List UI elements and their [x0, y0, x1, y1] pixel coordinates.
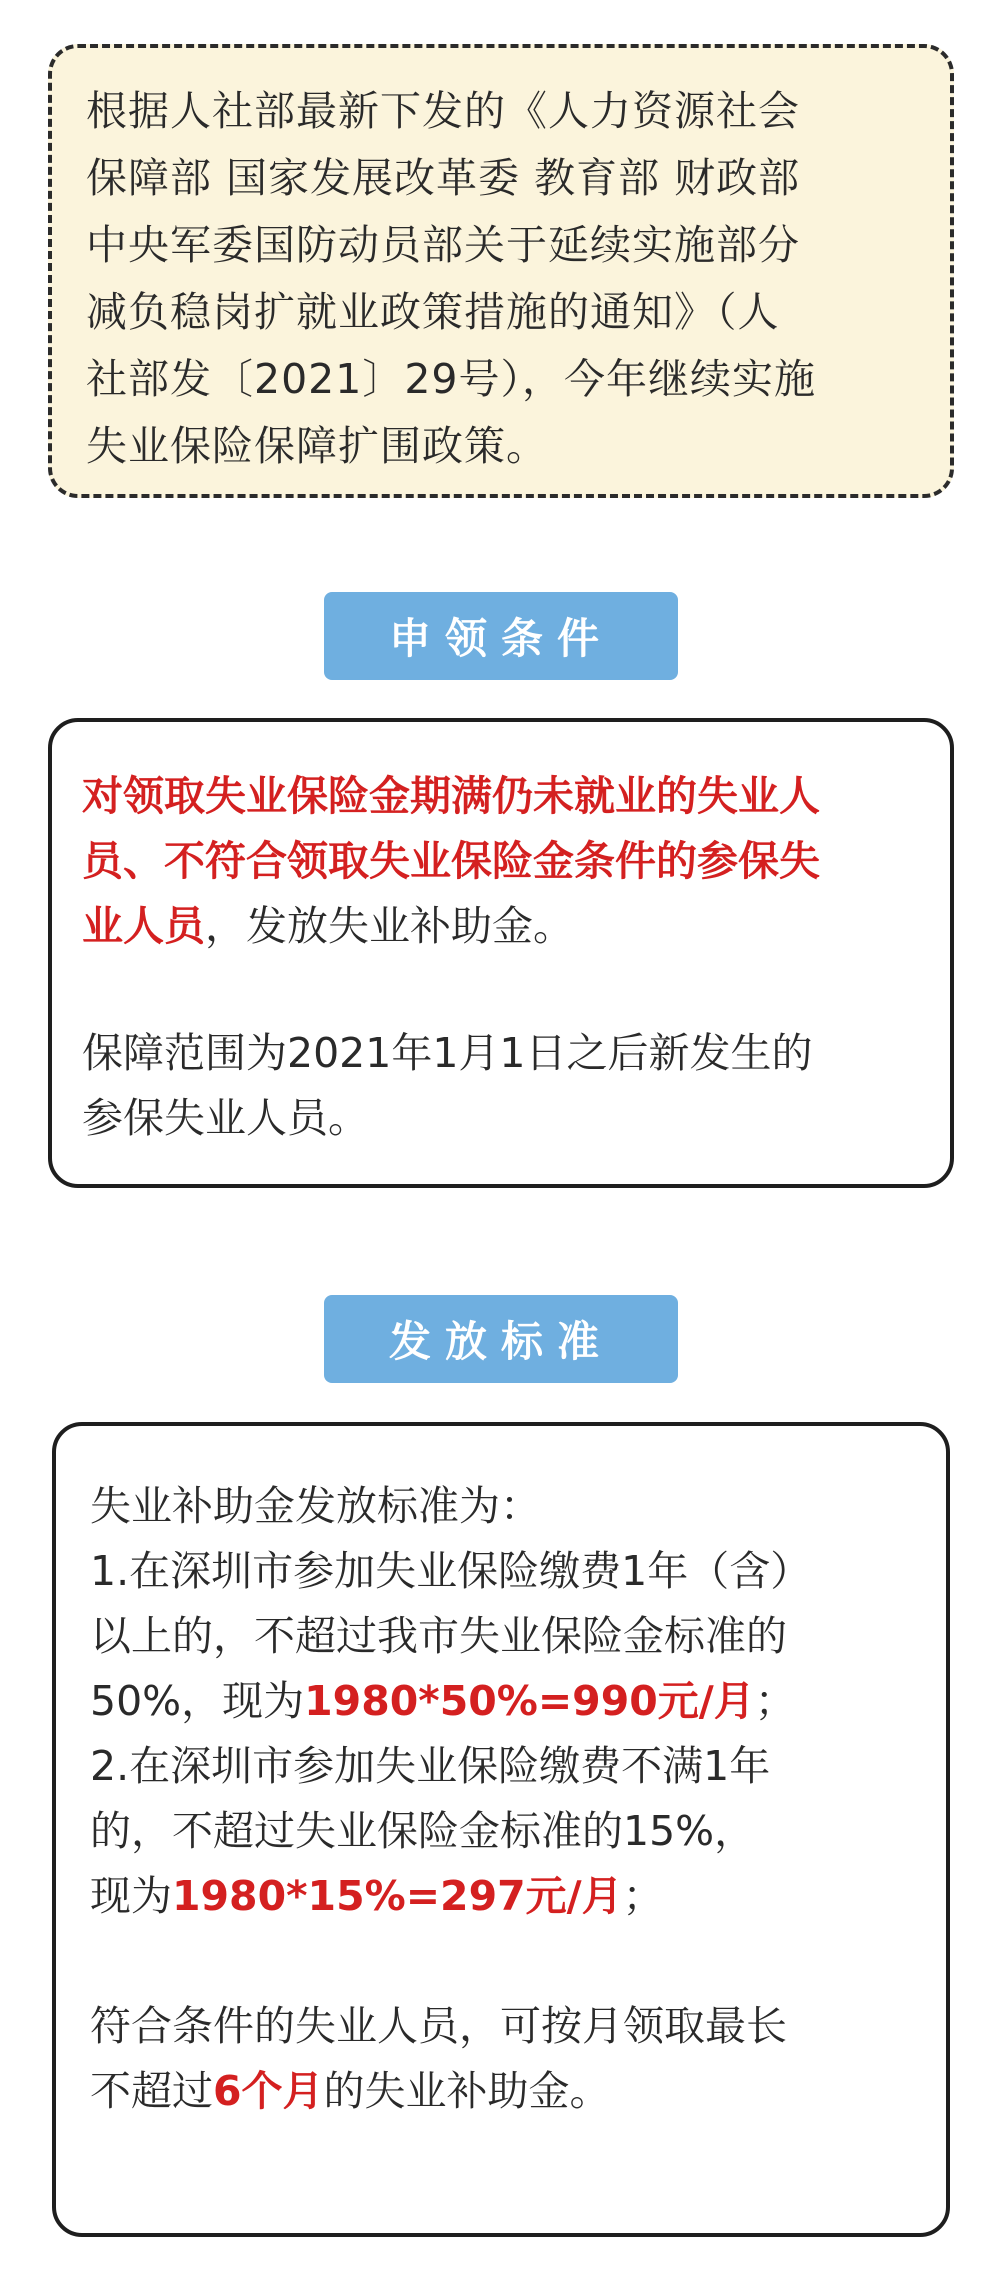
condition-line — [82, 764, 920, 829]
intro-line: 减负稳岗扩就业政策措施的通知》（人 — [86, 288, 780, 336]
section-title-payment-standard: 发放标准 — [324, 1295, 678, 1383]
standard-text: 50%，现为 — [90, 1677, 305, 1725]
standard-text: ； — [622, 1872, 664, 1920]
intro-line: 中央军委国防动员部关于延续实施部分 — [86, 221, 800, 269]
standard-line — [90, 2059, 914, 2124]
scope-line: 参保失业人员。 — [82, 1094, 369, 1142]
duration-highlight: 6个月 — [213, 2067, 324, 2115]
scope-line: 保障范围为2021年1月1日之后新发生的 — [82, 1029, 813, 1077]
standard-line: 的，不超过失业保险金标准的15%， — [90, 1807, 756, 1855]
standard-line: 2.在深圳市参加失业保险缴费不满1年 — [90, 1742, 771, 1790]
condition-highlight: 员、不符合领取失业保险金条件的参保失 — [82, 837, 820, 885]
standard-amount-highlight: 1980*50%=990元/月 — [304, 1677, 755, 1725]
payment-standard-card — [52, 1422, 950, 2237]
standard-amount-highlight: 1980*15%=297元/月 — [172, 1872, 623, 1920]
standard-line: 符合条件的失业人员，可按月领取最长 — [90, 2002, 787, 2050]
intro-line: 社部发〔2021〕29号），今年继续实施 — [86, 355, 817, 403]
standard-line: 失业补助金发放标准为： — [90, 1482, 541, 1530]
standard-line: 1.在深圳市参加失业保险缴费1年（含） — [90, 1547, 812, 1595]
standard-text: ； — [754, 1677, 796, 1725]
standard-text: 现为 — [90, 1872, 172, 1920]
section-title-application-conditions: 申领条件 — [324, 592, 678, 680]
intro-line: 失业保险保障扩围政策。 — [86, 422, 548, 470]
condition-line — [82, 894, 920, 959]
standard-line — [90, 1864, 914, 1929]
condition-highlight: 业人员 — [82, 902, 205, 950]
intro-line: 根据人社部最新下发的《人力资源社会 — [86, 87, 800, 135]
standard-line: 以上的，不超过我市失业保险金标准的 — [90, 1612, 787, 1660]
condition-line — [82, 829, 920, 894]
standard-text: 的失业补助金。 — [323, 2067, 611, 2115]
condition-highlight: 对领取失业保险金期满仍未就业的失业人 — [82, 772, 820, 820]
intro-notice-box — [48, 44, 954, 498]
condition-tail: ，发放失业补助金。 — [205, 902, 574, 950]
standard-line — [90, 1669, 914, 1734]
application-conditions-card — [48, 718, 954, 1188]
standard-text: 不超过 — [90, 2067, 213, 2115]
intro-line: 保障部 国家发展改革委 教育部 财政部 — [86, 154, 801, 202]
